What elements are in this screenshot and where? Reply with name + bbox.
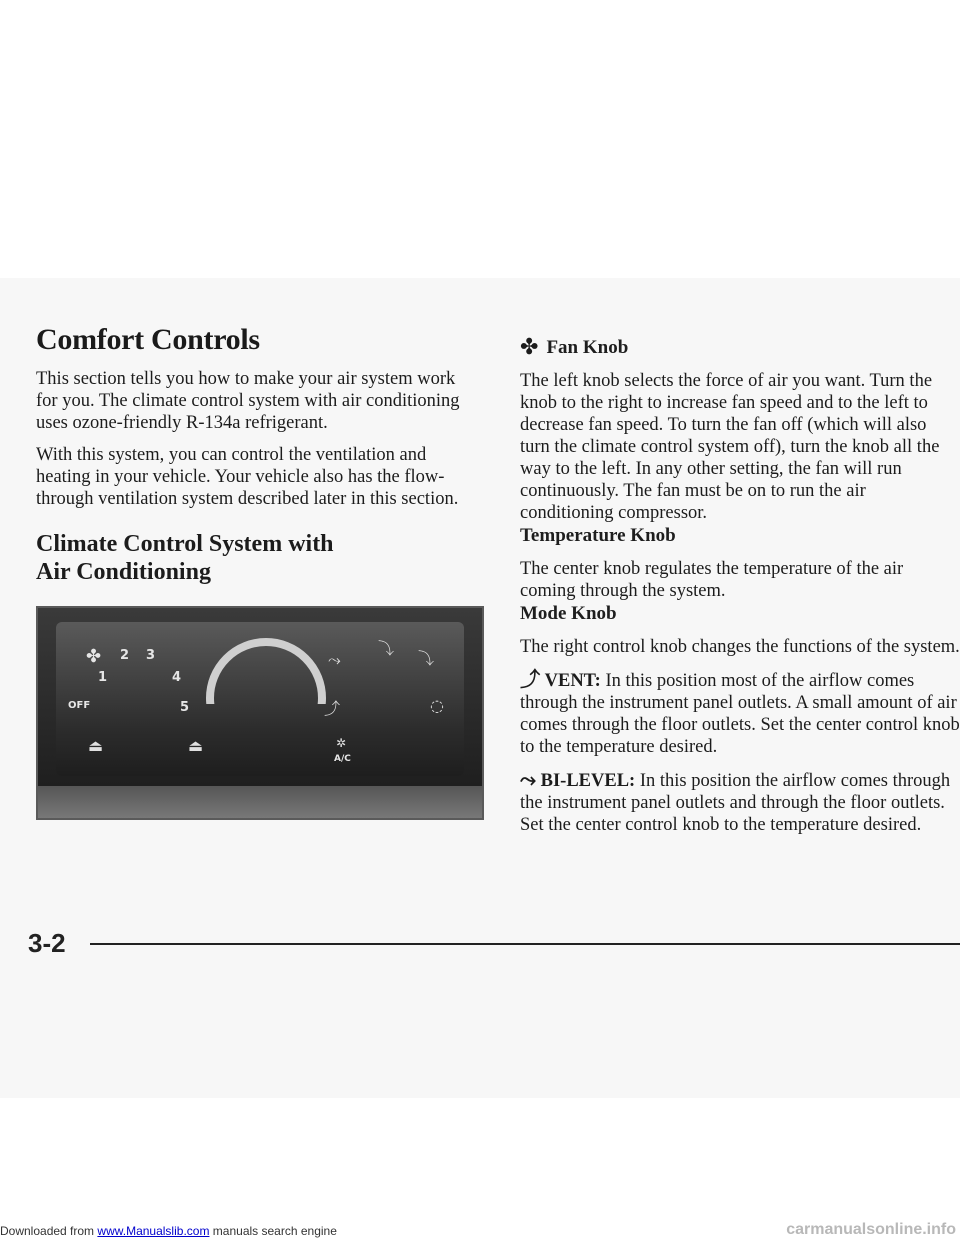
temperature-knob-text: The center knob regulates the temperature of the air coming through the system. xyxy=(520,559,904,601)
ventilation-paragraph: With this system, you can control the ventilation and heating in your vehicle. Your vehicle also has the flow-through ventilation system described later in this section. xyxy=(36,445,459,509)
vent-mode-icon: ⤴ xyxy=(324,699,341,718)
vent-mode-paragraph xyxy=(520,668,960,758)
fan-symbol-icon: ✤ xyxy=(86,646,102,667)
bilevel-airflow-icon: ⤳ xyxy=(520,767,536,791)
left-column xyxy=(36,322,476,820)
section-title-line2: Air Conditioning xyxy=(36,559,211,585)
fan-label-1: 1 xyxy=(98,670,108,685)
vent-text: In this position most of the airflow comes through the instrument panel outlets. A small amount of air comes through the floor outlets. Set the center control knob to the temperature desired. xyxy=(520,671,960,757)
page-title: Comfort Controls xyxy=(36,323,260,356)
intro-paragraph: This section tells you how to make your air system work for you. The climate control system with air conditioning uses ozone-friendly R-134a refrigerant. xyxy=(36,369,460,433)
download-notice xyxy=(0,1224,337,1238)
fan-label-4: 4 xyxy=(172,670,182,685)
watermark: carmanualsonline.info xyxy=(786,1221,956,1238)
manualslib-link[interactable]: www.Manualslib.com xyxy=(97,1224,210,1238)
climate-control-panel-photo xyxy=(36,606,484,820)
defrost-mode-icon: ◌ xyxy=(430,696,444,715)
fan-icon: ✤ xyxy=(520,335,539,360)
footer-rule xyxy=(90,943,960,945)
fan-label-5: 5 xyxy=(180,700,190,715)
fan-label-off: OFF xyxy=(68,700,91,711)
right-column xyxy=(520,336,960,836)
vent-label: VENT: xyxy=(544,671,601,691)
panel-trim xyxy=(38,786,482,820)
page-footer xyxy=(0,928,960,968)
page-number: 3-2 xyxy=(28,928,66,958)
fan-knob-text: The left knob selects the force of air you want. Turn the knob to the right to increase fan speed and to the left to decrease fan speed. To turn the fan off (which will also turn the climate control system off), turn the knob all the way to the left. In any other setting, the fan will run continuously. The fan must be on to run the air conditioning compressor. xyxy=(520,371,940,523)
fan-knob-heading xyxy=(520,336,960,360)
mode-knob-text: The right control knob changes the functions of the system. xyxy=(520,637,960,657)
fan-knob-title: Fan Knob xyxy=(546,337,629,358)
fan-label-3: 3 xyxy=(146,648,156,663)
fan-label-2: 2 xyxy=(120,648,130,663)
bilevel-text: In this position the airflow comes through the instrument panel outlets and through the floor outlets. Set the center control knob to the temperature desired. xyxy=(520,771,951,835)
section-title-line1: Climate Control System with xyxy=(36,531,334,557)
vent-airflow-icon: ⤴ xyxy=(520,667,540,691)
temperature-knob-title: Temperature Knob xyxy=(520,525,676,546)
bilevel-mode-paragraph xyxy=(520,768,960,836)
floor-mode-icon: ⤵ xyxy=(378,639,395,658)
download-suffix: manuals search engine xyxy=(212,1224,337,1238)
download-prefix: Downloaded from xyxy=(0,1224,95,1238)
defog-mode-icon: ⤵ xyxy=(418,649,435,668)
bilevel-label: BI-LEVEL: xyxy=(540,771,636,791)
ac-label: A/C xyxy=(334,754,351,764)
bilevel-mode-icon: ⤳ xyxy=(328,650,341,669)
recirc-car-icon: ⏏ xyxy=(88,736,104,755)
mode-knob-title: Mode Knob xyxy=(520,603,617,624)
outside-air-car-icon: ⏏ xyxy=(188,736,204,755)
ac-snowflake-icon: ✲ xyxy=(336,736,347,750)
section-title xyxy=(36,530,476,586)
